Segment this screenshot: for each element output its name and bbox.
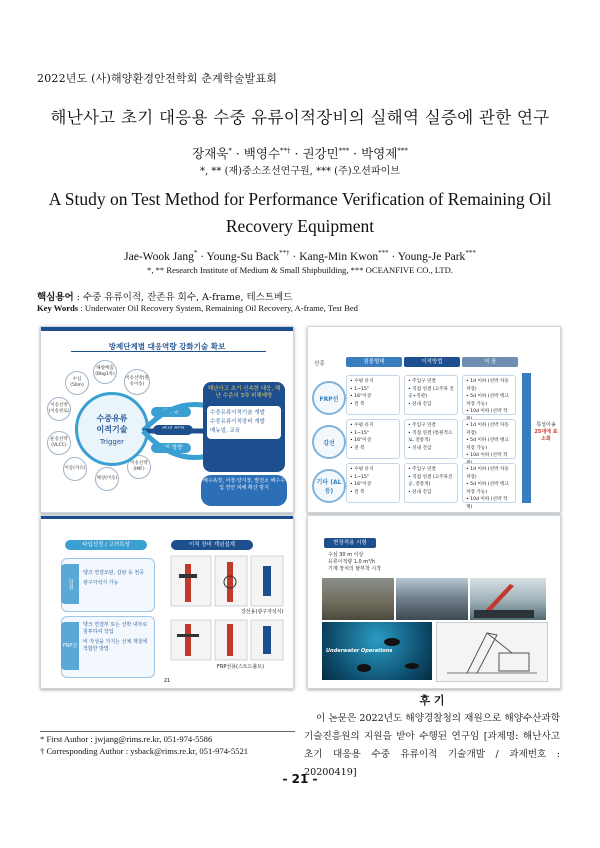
- photo-crane: [470, 578, 546, 620]
- english-affiliation: *, ** Research Institute of Medium & Small Shipbuilding, *** OCEANFIVE CO., LTD.: [147, 265, 453, 275]
- row-vessel-type: 강선: [312, 425, 346, 459]
- type1-item: 광구자석식 가능: [83, 580, 119, 586]
- header-shape: 침몰형태: [346, 357, 402, 367]
- photo-underwater: Underwater Operations: [322, 622, 432, 680]
- slide-classification-table: [307, 326, 561, 513]
- acknowledgment-title: 후 기: [419, 694, 445, 707]
- row-storage-cell: • 1d 이하 (선박 자동 저장) • 5d 이하 (선박 탱크 저장 가능) • 10d 이하 (선박 적: [462, 419, 516, 459]
- test-bullet: 유류이적량 1.0 m³/h: [328, 559, 376, 565]
- row-shape-cell: • 수평 유지 • 1~15° • 16°이상 • 전 복: [346, 375, 400, 415]
- ring-item: 이송선박(이송관로): [47, 397, 71, 421]
- row-storage-cell: • 1d 이하 (선박 자동 저장) • 5d 이하 (선박 탱크 저장 가능) • 10d 이하 (선박 적재): [462, 463, 516, 503]
- photo-harbor: [396, 578, 468, 620]
- row-shape-cell: • 수평 유지 • 1~15° • 16°이상 • 전 복: [346, 419, 400, 459]
- goal-box: 해난사고 초기 신속한 대응, 해난 수준의 3차 피해예방 수중유류이적기술 개발 수중유류이적장비 개발 매뉴얼, 교육: [203, 382, 285, 472]
- korean-authors: 장재욱* · 백영수**† · 권강민*** · 박영제***: [192, 146, 408, 161]
- goal-item: 수중유류이적기술 개발: [210, 410, 265, 416]
- footnote-corresponding: † Corresponding Author : ysback@rims.re.kr, 051-974-5521: [40, 746, 249, 756]
- arrow-label: 준비 방향: [151, 443, 191, 453]
- header-storage: 저 장: [462, 357, 518, 367]
- ring-item: 운송선박(VLCC): [47, 431, 71, 455]
- arrow-label: 폐쇄 협력: [153, 425, 193, 435]
- type2-item: 탱크 연결부 또는 선박 내부로 침투하여 작업: [83, 622, 148, 635]
- row-method-cell: • 주입구 연결 • 직접 연결 (고주파 진공+직관) • 선내 진입: [404, 375, 458, 415]
- arrow-label: 선수문: [151, 407, 191, 417]
- test-bullet: 수심 30 m 이상: [328, 552, 364, 558]
- ring-item: 해양배출(Bbg1차): [93, 360, 117, 384]
- col-label: 선종: [314, 361, 325, 367]
- english-authors: Jae-Wook Jang* · Young-Su Back**† · Kang-Min Kwon*** · Young-Je Park***: [124, 249, 476, 263]
- conference-header: 2022년도 (사)해양환경안전학회 춘계학술발표회: [37, 72, 278, 85]
- slide4-title: 현장적용 시험: [324, 538, 376, 548]
- ring-item: 이송선박(IMF): [127, 455, 151, 479]
- side-label: 특성이송: [536, 422, 556, 428]
- slide3-left-title: 타입선정 / 고려특성: [65, 540, 147, 550]
- keywords-line: 핵심용어 : 수중 유류이적, 잔존유 회수, A-frame, 테스트베드: [37, 292, 293, 303]
- photo-schematic: [436, 622, 548, 682]
- type2-label: FRP선: [61, 622, 79, 670]
- goal-item: 수중유류이적장비 개발: [210, 419, 265, 425]
- row-method-cell: • 주입구 연결 • 직접 연결 (고주파진공, 전통적) • 선내 진입: [404, 463, 458, 503]
- ring-item: 이송(자유): [63, 457, 87, 481]
- header-method: 이적방법: [404, 357, 460, 367]
- type1-item: 탱크 연결모판, 갑판 등 천공: [83, 570, 145, 576]
- english-title: A Study on Test Method for Performance Verification of Remaining Oil Recovery Equipment: [48, 189, 552, 236]
- slide-concept-design: [40, 515, 294, 689]
- test-bullet: 기계 장치의 탈부착 시작: [328, 566, 382, 572]
- row-shape-cell: • 수평 유지 • 1~15° • 16°이상 • 전 복: [346, 463, 400, 503]
- drawing-label-1: 강선용(광구자석식): [241, 609, 284, 615]
- acknowledgment-text: 이 논문은 2022년도 해양경찰청의 재원으로 해양수산과학기술진흥원의 지원을 받아 수행된 연구임 [과제명: 해난사고 초기 대응용 수중 유류이적 기술개발 / 과제번호 : 20200419]: [304, 713, 560, 778]
- row-vessel-type: FRP선: [312, 381, 346, 415]
- ring-item: 수심(50m): [65, 371, 89, 395]
- goal-item: 매뉴얼, 교육: [210, 428, 241, 434]
- type1-label: 강선: [61, 564, 79, 604]
- type2-item: 비 자성을 가지는 선체 재질에 적합한 방법: [83, 639, 148, 652]
- footnote-first-author: * First Author : jwjang@rims.re.kr, 051-974-5586: [40, 734, 213, 744]
- ring-item: 이송선박(원유이송): [124, 369, 150, 395]
- footnote-divider: [40, 731, 295, 732]
- side-result: 25대에 표소화: [534, 429, 558, 442]
- slide3-right-title: 이적 장비 개념설계: [171, 540, 253, 550]
- center-circle: 수중유류 이적기술 Trigger: [75, 392, 149, 466]
- korean-affiliation: *, ** (재)중소조선연구원, *** (주)오션파이브: [200, 166, 400, 177]
- slide-field-test: [307, 515, 561, 689]
- drawing-label-2: FRP선용(스트드볼트): [217, 664, 265, 670]
- row-vessel-type: 기타 (AL 등): [312, 469, 346, 503]
- slide-strategy-diagram: [40, 326, 294, 513]
- row-method-cell: • 주입구 연결 • 직접 연결 (통원적으로, 전통적) • 선내 진입: [404, 419, 458, 459]
- goal-bottom: 해수욕장, 어장·양식장, 발전소 해수수입 연안 피해 확산 방지: [201, 475, 287, 506]
- slide3-page: 21: [163, 678, 171, 684]
- ring-item: 해상(이동): [95, 467, 119, 491]
- english-keywords-line: Key Words : Underwater Oil Recovery System, Remaining Oil Recovery, A-frame, Test Bed: [37, 303, 358, 313]
- slide1-title: 방제단계별 대응역량 강화기술 확보: [108, 342, 226, 351]
- page-number: - 21 -: [282, 772, 318, 786]
- korean-title: 해난사고 초기 대응용 수중 유류이적장비의 실해역 실증에 관한 연구: [50, 108, 550, 127]
- row-storage-cell: • 1d 이하 (선박 자동 저장) • 5d 이하 (선박 탱크 저장 가능) • 10d 이하 (선박 적: [462, 375, 516, 415]
- photo-deck: [322, 578, 394, 620]
